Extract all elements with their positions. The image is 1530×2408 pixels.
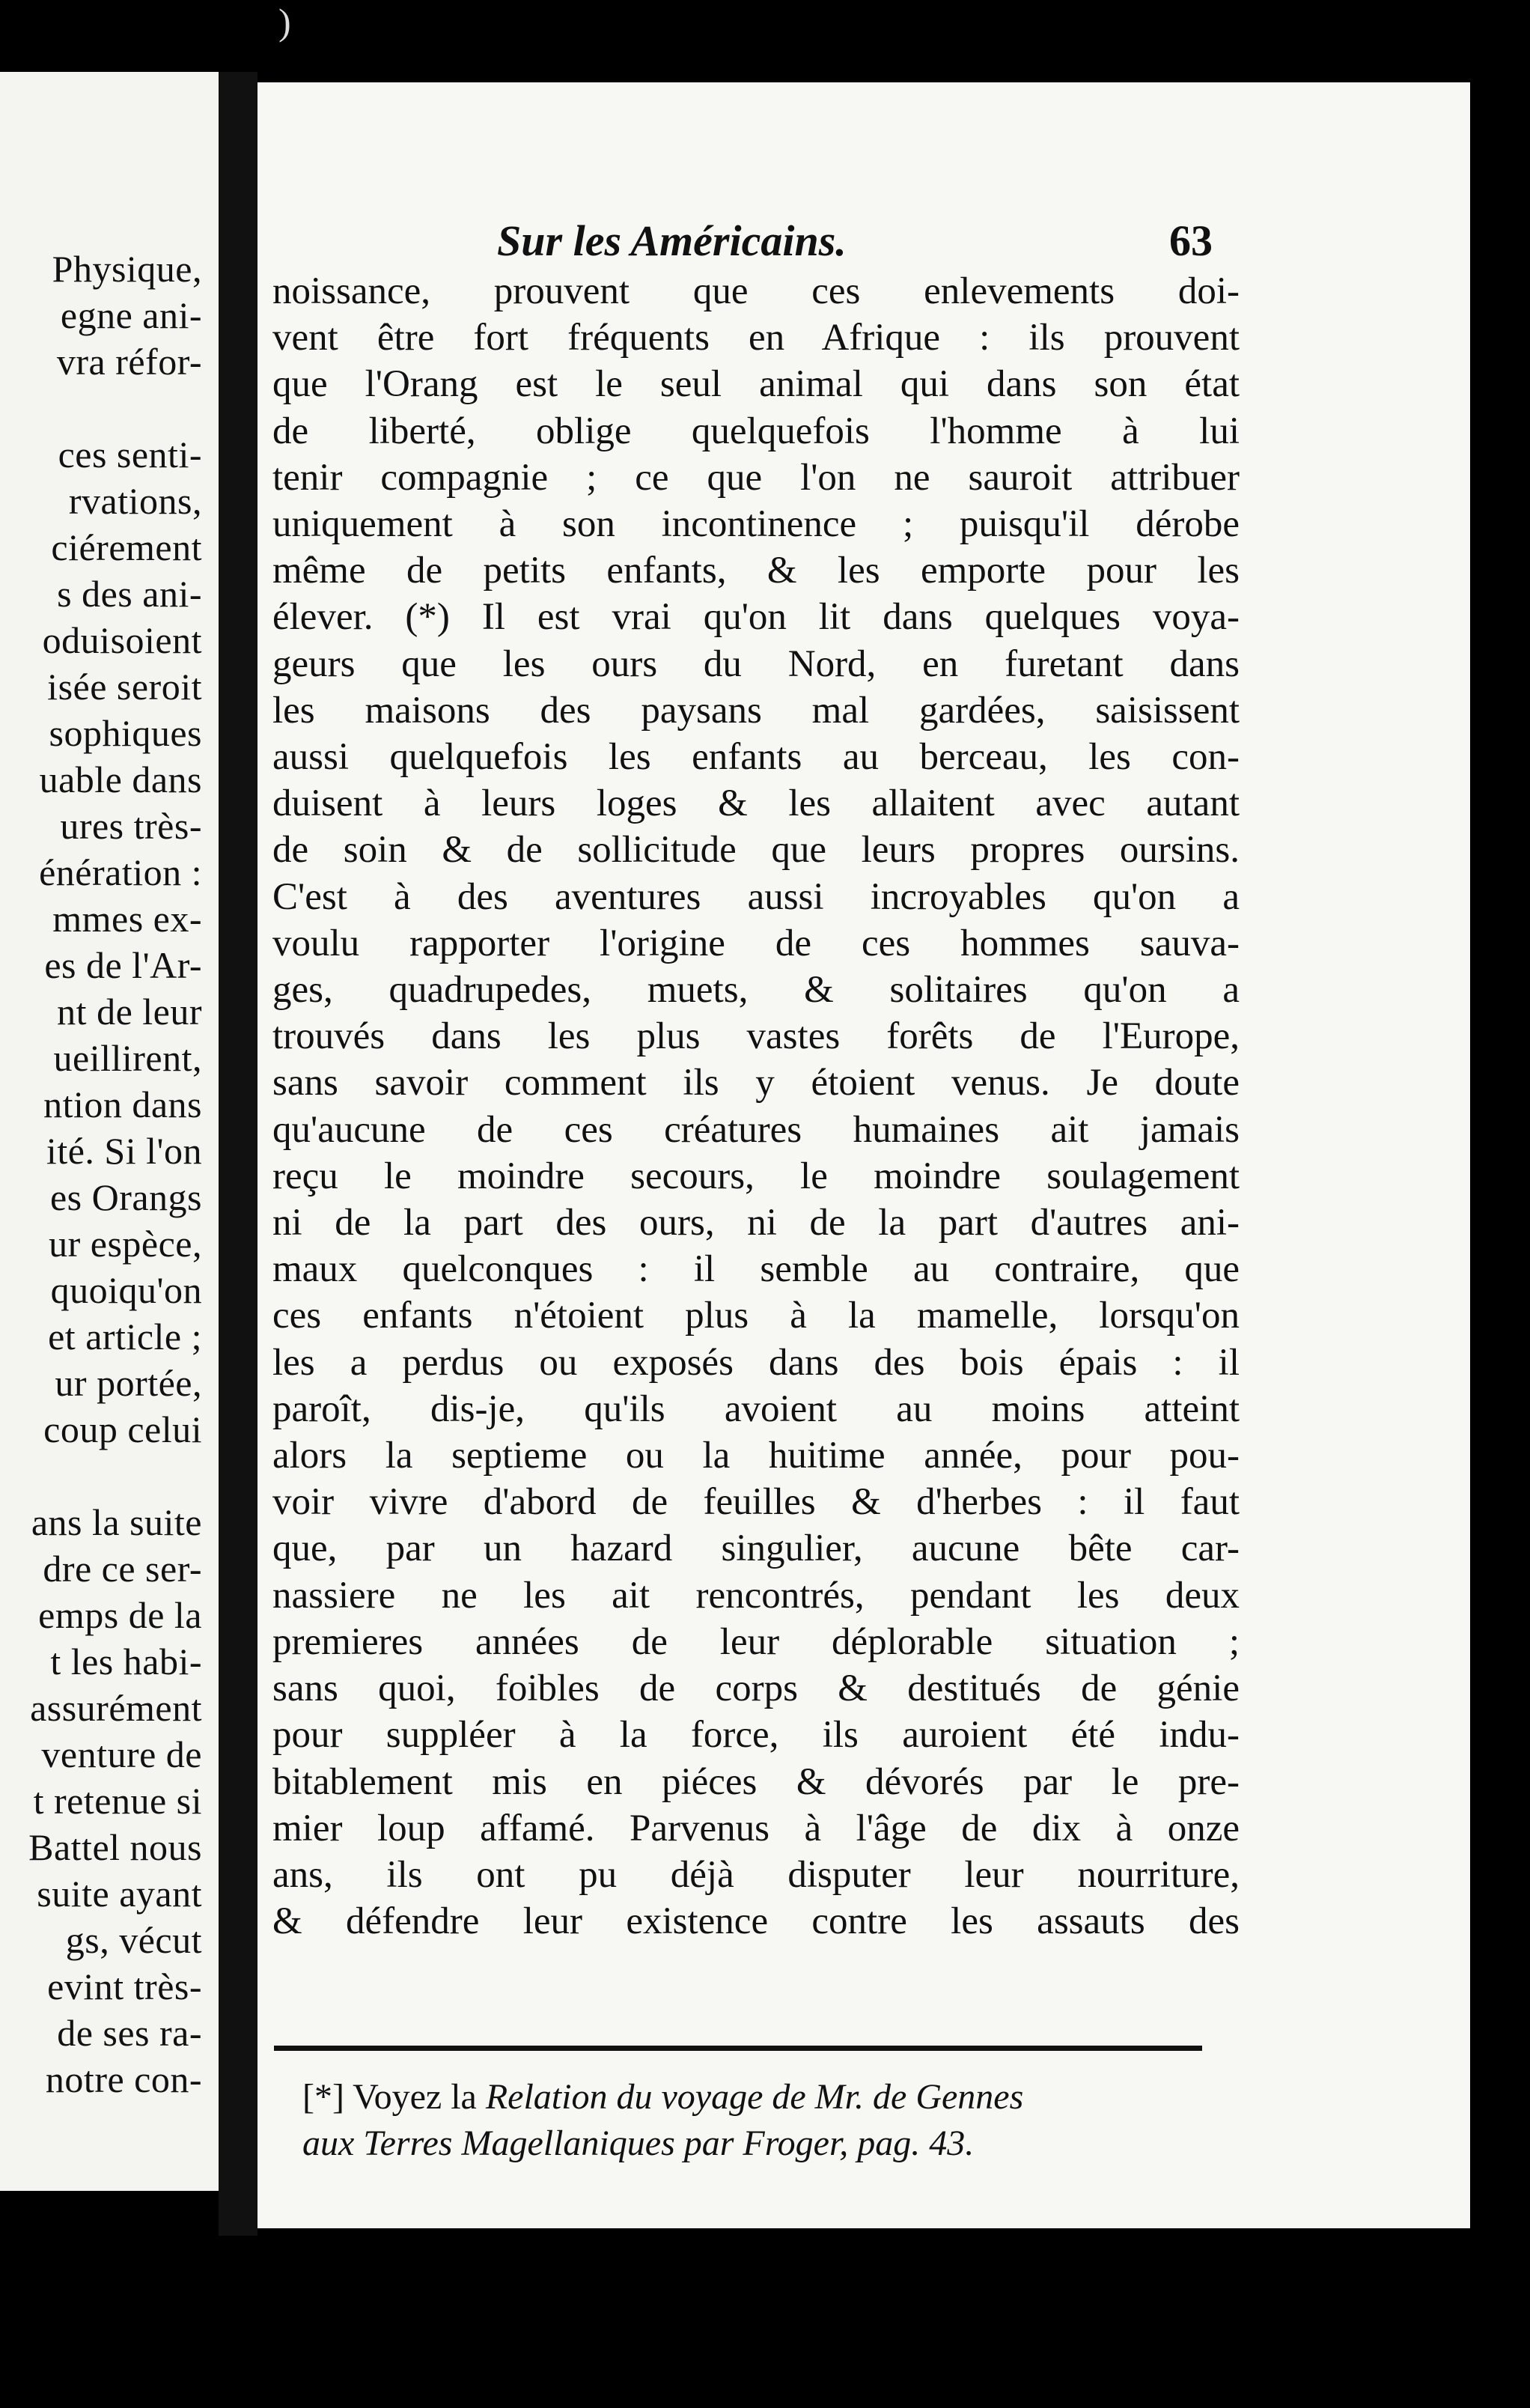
left-page-line: ciérement: [51, 526, 202, 568]
left-page-line: ures très-: [60, 805, 202, 847]
text-line: aussi quelquefois les enfants au berceau, les con-: [272, 736, 1240, 779]
left-page-line: et article ;: [48, 1316, 202, 1357]
left-page-line: vra réfor-: [56, 341, 202, 383]
left-page-line: s des ani-: [57, 573, 202, 615]
text-line: sans savoir comment ils y étoient venus. Je doute: [272, 1062, 1240, 1104]
left-page-line: ur espèce,: [49, 1223, 202, 1265]
left-page-line: sophiques: [49, 712, 202, 754]
left-page-line: t les habi-: [50, 1641, 202, 1682]
left-page-line: nt de leur: [57, 991, 202, 1033]
left-page-line: evint très-: [47, 1965, 202, 2007]
right-edge: [1470, 82, 1530, 2228]
text-line: ni de la part des ours, ni de la part d'autres ani-: [272, 1202, 1240, 1244]
text-line: les a perdus ou exposés dans des bois épais : il: [272, 1341, 1240, 1384]
text-line: duisent à leurs loges & les allaitent avec autant: [272, 782, 1240, 825]
text-line: mier loup affamé. Parvenus à l'âge de dix à onze: [272, 1807, 1240, 1849]
left-page-line: quoiqu'on: [50, 1269, 202, 1311]
left-page-line: de ses ra-: [57, 2012, 202, 2054]
text-line: qu'aucune de ces créatures humaines ait jamais: [272, 1108, 1240, 1151]
left-page-line: mmes ex-: [52, 898, 202, 940]
footnote-line: aux Terres Magellaniques par Froger, pag. 43.: [302, 2123, 975, 2163]
text-line: noissance, prouvent que ces enlevements doi-: [272, 270, 1240, 312]
text-line: de soin & de sollicitude que leurs propres oursins.: [272, 829, 1240, 872]
text-line: reçu le moindre secours, le moindre soulagement: [272, 1155, 1240, 1197]
left-page-line: suite ayant: [37, 1873, 202, 1915]
left-page-line: notre con-: [45, 2058, 202, 2100]
text-line: tenir compagnie ; ce que l'on ne sauroit attribuer: [272, 456, 1240, 499]
left-page-line: Battel nous: [28, 1826, 202, 1868]
page-title: Sur les Américains.: [497, 216, 847, 265]
left-page-line: oduisoient: [42, 619, 202, 661]
text-line: ans, ils ont pu déjà disputer leur nourriture,: [272, 1853, 1240, 1896]
text-line: même de petits enfants, & les emporte pour les: [272, 550, 1240, 592]
text-line: trouvés dans les plus vastes forêts de l'Europe,: [272, 1015, 1240, 1058]
left-page-line: énération :: [39, 851, 202, 893]
text-line: de liberté, oblige quelquefois l'homme à lui: [272, 410, 1240, 452]
left-page-line: t retenue si: [33, 1780, 202, 1822]
text-line: nassiere ne les ait rencontrés, pendant les deux: [272, 1574, 1240, 1617]
left-page-line: emps de la: [38, 1594, 202, 1636]
text-line: alors la septieme ou la huitime année, pour pou-: [272, 1435, 1240, 1477]
left-page-line: ur portée,: [55, 1362, 202, 1404]
running-head: [257, 216, 1470, 276]
footnote: [302, 2074, 1246, 2167]
footnote-citation: Relation du voyage de Mr. de Gennes: [485, 2077, 1024, 2117]
left-page-line: isée seroit: [47, 666, 202, 708]
text-line: ges, quadrupedes, muets, & solitaires qu'on a: [272, 969, 1240, 1012]
footnote-rule: [274, 2046, 1202, 2051]
text-line: bitablement mis en piéces & dévorés par le pre-: [272, 1760, 1240, 1803]
text-line: les maisons des paysans mal gardées, saisissent: [272, 689, 1240, 732]
text-line: pour suppléer à la force, ils auroient été indu-: [272, 1714, 1240, 1757]
text-line: & défendre leur existence contre les assauts des: [272, 1900, 1240, 1943]
text-line: uniquement à son incontinence ; puisqu'il dérobe: [272, 503, 1240, 546]
body-text: [272, 268, 1240, 1945]
left-page-line: rvations,: [68, 480, 202, 522]
left-page-line: ueillirent,: [53, 1037, 202, 1079]
left-page-line: egne ani-: [60, 294, 202, 336]
left-page-line: Physique,: [52, 248, 202, 290]
left-page-line: assurément: [30, 1687, 202, 1729]
left-page-line: ces senti-: [58, 434, 202, 475]
text-line: élever. (*) Il est vrai qu'on lit dans quelques voya-: [272, 596, 1240, 639]
left-page-line: uable dans: [39, 758, 202, 800]
left-page-fragment: [0, 72, 219, 2191]
text-line: ces enfants n'étoient plus à la mamelle, lorsqu'on: [272, 1295, 1240, 1337]
left-page-line: ntion dans: [43, 1083, 202, 1125]
text-line: premieres années de leur déplorable situation ;: [272, 1620, 1240, 1663]
main-page: [257, 82, 1470, 2228]
footnote-prefix: [*] Voyez la: [302, 2077, 486, 2117]
text-line: que l'Orang est le seul animal qui dans son état: [272, 363, 1240, 406]
left-page-line: gs, vécut: [65, 1919, 202, 1961]
left-page-line: ité. Si l'on: [46, 1130, 202, 1172]
text-line: que, par un hazard singulier, aucune bête car-: [272, 1527, 1240, 1570]
footnote-line: [302, 2074, 1246, 2120]
left-page-line: es de l'Ar-: [44, 944, 202, 986]
left-page-line: venture de: [41, 1733, 202, 1775]
left-page-line: ans la suite: [31, 1501, 202, 1543]
left-page-line: dre ce ser-: [43, 1548, 202, 1590]
text-line: paroît, dis-je, qu'ils avoient au moins atteint: [272, 1387, 1240, 1430]
text-line: maux quelconques : il semble au contraire, que: [272, 1248, 1240, 1291]
text-line: geurs que les ours du Nord, en furetant dans: [272, 642, 1240, 685]
text-line: voulu rapporter l'origine de ces hommes sauva-: [272, 922, 1240, 964]
text-line: vent être fort fréquents en Afrique : ils prouvent: [272, 317, 1240, 359]
edge-mark: ): [278, 1, 291, 43]
left-page-line: coup celui: [43, 1408, 202, 1450]
left-page-line: es Orangs: [49, 1176, 202, 1218]
page-number: 63: [1169, 216, 1213, 265]
text-line: voir vivre d'abord de feuilles & d'herbes : il faut: [272, 1481, 1240, 1524]
text-line: C'est à des aventures aussi incroyables qu'on a: [272, 875, 1240, 918]
text-line: sans quoi, foibles de corps & destitués de génie: [272, 1667, 1240, 1710]
book-gutter: [219, 72, 257, 2236]
